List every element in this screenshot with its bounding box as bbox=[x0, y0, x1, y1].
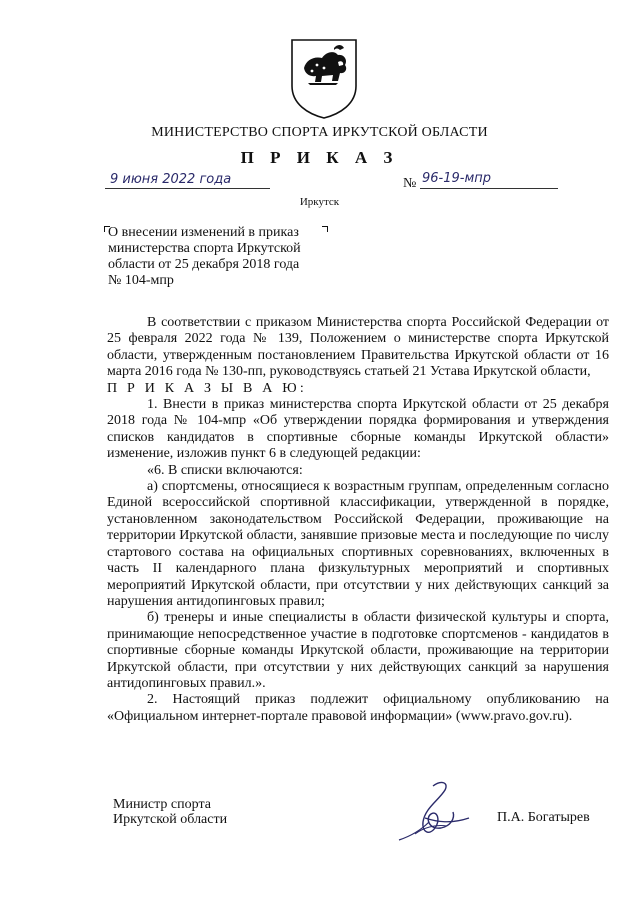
date-handwritten: 9 июня 2022 года bbox=[110, 172, 232, 187]
order-word: П Р И К А З Ы В А Ю: bbox=[107, 380, 307, 396]
document-body bbox=[107, 315, 609, 725]
signatory-name: П.А. Богатырев bbox=[497, 810, 590, 825]
preamble-paragraph: В соответствии с приказом Министерства спорта Российской Федерации от 25 февраля 2022 года № 139, Положением о министерстве спорта Иркутской области, утвержденным постановлением Правительства Иркутской области от 16 марта 2016 года № 130-пп, руководствуясь статьей 21 Устава Иркутской области, bbox=[107, 315, 609, 380]
subitem-b-paragraph: б) тренеры и иные специалисты в области физической культуры и спорта, принимающие непосредственное участие в подготовке спортсменов - кандидатов в спортивные сборные команды Иркутской области, проживающие на территории Иркутской области, при отсутствии у них действующих санкций за нарушения антидопинговых правил.». bbox=[107, 610, 609, 691]
signature-icon bbox=[395, 778, 475, 848]
coat-of-arms-icon bbox=[288, 38, 360, 120]
number-handwritten: 96-19-мпр bbox=[422, 171, 492, 186]
item-2-paragraph: 2. Настоящий приказ подлежит официальному опубликованию на «Официальном интернет-портале правовой информации» (www.pravo.gov.ru). bbox=[107, 692, 609, 724]
signatory-title-line: Иркутской области bbox=[113, 812, 228, 827]
date-underline bbox=[105, 188, 270, 189]
city: Иркутск bbox=[299, 196, 340, 208]
subject-line: министерства спорта Иркутской bbox=[108, 241, 301, 256]
ministry-title: МИНИСТЕРСТВО СПОРТА ИРКУТСКОЙ ОБЛАСТИ bbox=[151, 125, 488, 140]
number-underline bbox=[420, 188, 558, 189]
subject-line: О внесении изменений в приказ bbox=[108, 225, 299, 240]
signatory-title bbox=[113, 797, 227, 827]
subject-line: № 104-мпр bbox=[108, 273, 174, 288]
subitem-a-paragraph: а) спортсмены, относящиеся к возрастным группам, определенным согласно Единой всероссийской спортивной классификации, утвержденной в порядке, установленном законодательством Российской Федерации, проживающие на территории Иркутской области, занявшие призовые места и последующие по числу стартового состава на официальных спортивных соревнованиях, включенных в часть II календарного плана физкультурных мероприятий и спортивных мероприятий Иркутской области, при отсутствии у них действующих санкций за нарушения антидопинговых правил; bbox=[107, 479, 609, 609]
document-type: П Р И К А З bbox=[240, 148, 399, 167]
item-1-paragraph: 1. Внести в приказ министерства спорта Иркутской области от 25 декабря 2018 года № 104-мпр «Об утверждении порядка формирования и утверждения списков кандидатов в спортивные сборные команды Иркутской области» изменение, изложив пункт 6 в следующей редакции: bbox=[107, 397, 609, 462]
subject-block bbox=[108, 225, 358, 289]
signatory-title-line: Министр спорта bbox=[113, 797, 211, 812]
subject-line: области от 25 декабря 2018 года bbox=[108, 257, 300, 272]
number-label: № bbox=[403, 176, 417, 191]
item-6-heading: «6. В списки включаются: bbox=[147, 462, 303, 478]
